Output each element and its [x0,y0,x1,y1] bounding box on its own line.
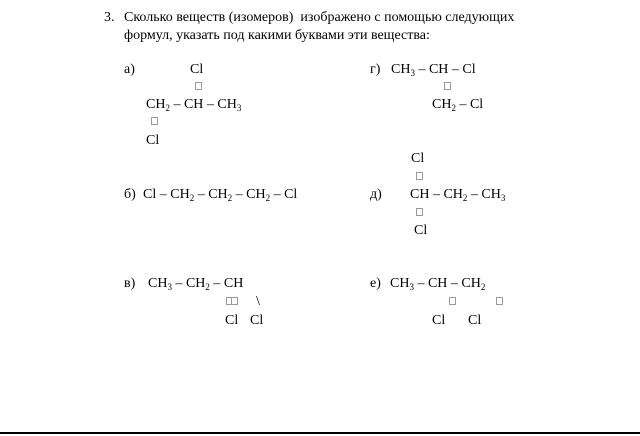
item-e-cl-2: Cl [468,313,482,328]
item-v-cl-1: Cl [225,313,239,328]
item-e-main-chain: $CH_3$ – CH – $CH_2$ [390,276,486,292]
bond-placeholder-icon [231,297,238,305]
item-g-main-chain: $CH_3$ – CH – Cl [391,62,476,78]
item-d-top-cl: Cl [411,151,425,166]
item-b-chain: Cl – $CH_2 - CH_2 - CH_2$ – Cl [143,187,298,203]
item-d-main-chain: CH – $CH_2 - CH_3$ [410,187,506,203]
task-number: 3. [104,10,115,25]
item-a-main-chain: $CH_2$ – CH – $CH_3$ [146,97,242,113]
bond-placeholder-icon [496,297,503,305]
bond-placeholder-icon [195,82,202,90]
item-g-letter: г) [370,62,381,77]
item-a-bottom-cl: Cl [146,133,160,148]
bond-placeholder-icon [444,82,451,90]
item-d-bottom-cl: Cl [414,223,428,238]
item-v-main-chain: $CH_3 - CH_2$ – CH [148,276,244,292]
item-v-cl-2: Cl [250,313,264,328]
task-question-line-2: формул, указать под какими буквами эти вещества: [124,28,430,43]
bottom-divider [0,432,640,434]
bond-placeholder-icon [151,117,158,125]
bond-placeholder-icon [416,208,423,216]
item-d-letter: д) [370,187,382,202]
task-question-line-1: Сколько веществ (изомеров) изображено с помощью следующих [124,10,515,25]
item-a-top-cl: Cl [190,62,204,77]
item-a-letter: а) [124,62,135,77]
item-v-slash-bond: \ [256,294,260,309]
bond-placeholder-icon [416,172,423,180]
item-b-letter: б) [124,187,136,202]
item-e-letter: е) [370,276,381,291]
bond-placeholder-icon [449,297,456,305]
item-e-cl-1: Cl [432,313,446,328]
item-v-letter: в) [124,276,136,291]
item-g-branch: $CH_2$ – Cl [432,97,484,113]
